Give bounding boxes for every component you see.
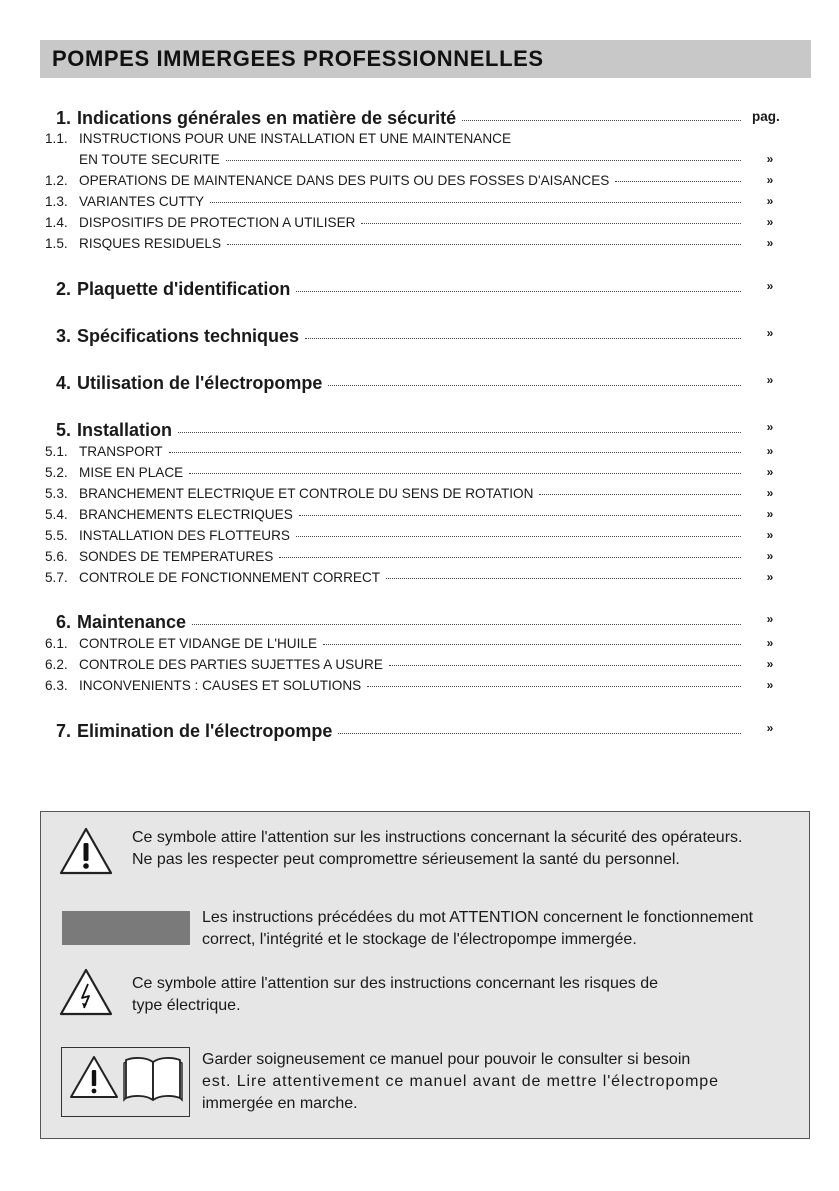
toc-section-5[interactable]	[56, 420, 774, 444]
toc-item-number: 1.5.	[45, 236, 68, 251]
dot-leader	[305, 338, 741, 339]
toc-item-title: TRANSPORT	[79, 444, 163, 459]
toc-section-number: 6.	[56, 612, 72, 632]
toc-section-3[interactable]	[56, 326, 774, 350]
legend-line: Ce symbole attire l'attention sur les instructions concernant la sécurité des opérateurs.	[132, 829, 743, 846]
toc-item-title: INCONVENIENTS : CAUSES ET SOLUTIONS	[79, 678, 362, 693]
toc-item-number: 5.4.	[45, 507, 68, 522]
toc-item-number: 5.5.	[45, 528, 68, 543]
toc-item-title: INSTALLATION DES FLOTTEURS	[79, 528, 290, 543]
toc-item-number: 1.4.	[45, 215, 68, 230]
toc-item-5-1[interactable]	[45, 444, 774, 462]
dot-leader	[462, 120, 741, 121]
toc-section-number: 4.	[56, 373, 72, 393]
toc-section-2[interactable]	[56, 279, 774, 303]
toc-section-number: 2.	[56, 279, 72, 299]
warning-triangle-icon	[68, 1054, 120, 1100]
page-marker: »	[766, 152, 774, 166]
toc-section-title: Utilisation de l'électropompe	[77, 373, 323, 393]
page-marker: »	[766, 173, 774, 187]
toc-item-5-5[interactable]	[45, 528, 774, 546]
toc-item-1-1[interactable]	[45, 131, 747, 149]
dot-leader	[367, 686, 741, 687]
toc-section-title: Elimination de l'électropompe	[77, 721, 333, 741]
toc-section-1[interactable]	[56, 108, 747, 132]
legend-manual-text	[202, 1049, 719, 1115]
dot-leader	[299, 515, 741, 516]
dot-leader	[178, 432, 741, 433]
title-band	[40, 40, 811, 78]
toc-section-title: Installation	[77, 420, 173, 440]
toc-item-number: 6.3.	[45, 678, 68, 693]
toc-item-number: 6.2.	[45, 657, 68, 672]
legend-line: Les instructions précédées du mot ATTENTION concernent le fonctionnement	[202, 909, 754, 926]
page-marker: »	[766, 215, 774, 229]
page-marker: »	[766, 528, 774, 542]
dot-leader	[279, 557, 741, 558]
toc-section-number: 7.	[56, 721, 72, 741]
dot-leader	[227, 244, 741, 245]
toc-item-1-3[interactable]	[45, 194, 774, 212]
legend-attention-text	[202, 907, 753, 951]
toc-item-title: BRANCHEMENT ELECTRIQUE ET CONTROLE DU SENS DE ROTATION	[79, 486, 534, 501]
legend-line: Ce symbole attire l'attention sur des instructions concernant les risques de	[132, 975, 658, 992]
toc-item-number: 6.1.	[45, 636, 68, 651]
toc-item-title: EN TOUTE SECURITE	[79, 152, 220, 167]
toc-item-title: RISQUES RESIDUELS	[79, 236, 222, 251]
toc-item-number: 1.3.	[45, 194, 68, 209]
toc-item-1-1-cont[interactable]	[79, 152, 774, 170]
open-book-icon	[122, 1054, 184, 1106]
toc-item-title: CONTROLE ET VIDANGE DE L'HUILE	[79, 636, 318, 651]
page-marker: »	[766, 612, 774, 626]
toc-item-number: 5.6.	[45, 549, 68, 564]
toc-item-number: 5.1.	[45, 444, 68, 459]
toc-section-title: Spécifications techniques	[77, 326, 300, 346]
dot-leader	[192, 624, 741, 625]
toc-item-1-4[interactable]	[45, 215, 774, 233]
dot-leader	[328, 385, 741, 386]
dot-leader	[615, 181, 741, 182]
toc-section-number: 1.	[56, 108, 72, 128]
toc-section-title: Maintenance	[77, 612, 187, 632]
page-marker: »	[766, 678, 774, 692]
legend-line: Garder soigneusement ce manuel pour pouvoir le consulter si besoin	[202, 1051, 691, 1068]
dot-leader	[539, 494, 741, 495]
warning-triangle-icon	[58, 826, 114, 876]
electrical-hazard-icon	[58, 967, 114, 1017]
toc-section-4[interactable]	[56, 373, 774, 397]
dot-leader	[338, 733, 741, 734]
page-marker: »	[766, 326, 774, 340]
legend-line: correct, l'intégrité et le stockage de l'électropompe immergée.	[202, 931, 637, 948]
toc-item-1-2[interactable]	[45, 173, 774, 191]
toc-item-title: INSTRUCTIONS POUR UNE INSTALLATION ET UNE MAINTENANCE	[79, 131, 512, 146]
toc-section-number: 5.	[56, 420, 72, 440]
page-marker: »	[766, 194, 774, 208]
toc-section-6[interactable]	[56, 612, 774, 636]
toc-item-5-2[interactable]	[45, 465, 774, 483]
toc-item-number: 1.2.	[45, 173, 68, 188]
toc-item-title: CONTROLE DES PARTIES SUJETTES A USURE	[79, 657, 383, 672]
toc-item-6-2[interactable]	[45, 657, 774, 675]
attention-bar	[62, 911, 190, 945]
toc-section-title: Plaquette d'identification	[77, 279, 291, 299]
page-marker: »	[766, 373, 774, 387]
toc-item-number: 5.3.	[45, 486, 68, 501]
legend-electrical-text	[132, 973, 658, 1017]
dot-leader	[189, 473, 741, 474]
page-marker: »	[766, 507, 774, 521]
legend-safety-text	[132, 827, 742, 871]
dot-leader	[226, 160, 741, 161]
toc-item-number: 5.7.	[45, 570, 68, 585]
legend-line: immergée en marche.	[202, 1095, 358, 1112]
legend-line: type électrique.	[132, 997, 241, 1014]
toc-section-number: 3.	[56, 326, 72, 346]
dot-leader	[210, 202, 741, 203]
page-marker: »	[766, 570, 774, 584]
dot-leader	[296, 291, 741, 292]
legend-line: Ne pas les respecter peut compromettre sérieusement la santé du personnel.	[132, 851, 680, 868]
toc-item-title: DISPOSITIFS DE PROTECTION A UTILISER	[79, 215, 356, 230]
toc-item-number: 5.2.	[45, 465, 68, 480]
toc-item-5-7[interactable]	[45, 570, 774, 588]
page-marker: »	[766, 444, 774, 458]
toc-item-6-1[interactable]	[45, 636, 774, 654]
dot-leader	[389, 665, 741, 666]
toc-item-title: BRANCHEMENTS ELECTRIQUES	[79, 507, 293, 522]
document-title: POMPES IMMERGEES PROFESSIONNELLES	[52, 46, 544, 71]
dot-leader	[169, 452, 741, 453]
dot-leader	[361, 223, 741, 224]
toc-item-title: MISE EN PLACE	[79, 465, 184, 480]
legend-line: est. Lire attentivement ce manuel avant de mettre l'électropompe	[202, 1073, 719, 1090]
page-marker: »	[766, 236, 774, 250]
toc-section-title: Indications générales en matière de sécurité	[77, 108, 457, 128]
toc-item-title: SONDES DE TEMPERATURES	[79, 549, 274, 564]
toc-item-number: 1.1.	[45, 131, 68, 146]
page-marker: »	[766, 465, 774, 479]
dot-leader	[323, 644, 741, 645]
toc-item-6-3[interactable]	[45, 678, 774, 696]
page-marker: »	[766, 420, 774, 434]
toc-item-5-6[interactable]	[45, 549, 774, 567]
toc-item-5-3[interactable]	[45, 486, 774, 504]
toc-item-5-4[interactable]	[45, 507, 774, 525]
toc-item-1-5[interactable]	[45, 236, 774, 254]
page-marker: »	[766, 636, 774, 650]
page-marker: »	[766, 279, 774, 293]
toc-item-title: OPERATIONS DE MAINTENANCE DANS DES PUITS OU DES FOSSES D'AISANCES	[79, 173, 610, 188]
toc-section-7[interactable]	[56, 721, 774, 745]
toc-item-title: CONTROLE DE FONCTIONNEMENT CORRECT	[79, 570, 381, 585]
page-marker: »	[766, 657, 774, 671]
dot-leader	[296, 536, 741, 537]
toc-item-title: VARIANTES CUTTY	[79, 194, 205, 209]
page-column-label: pag.	[752, 109, 780, 124]
page-marker: »	[766, 549, 774, 563]
dot-leader	[386, 578, 741, 579]
page-marker: »	[766, 486, 774, 500]
page-marker: »	[766, 721, 774, 735]
